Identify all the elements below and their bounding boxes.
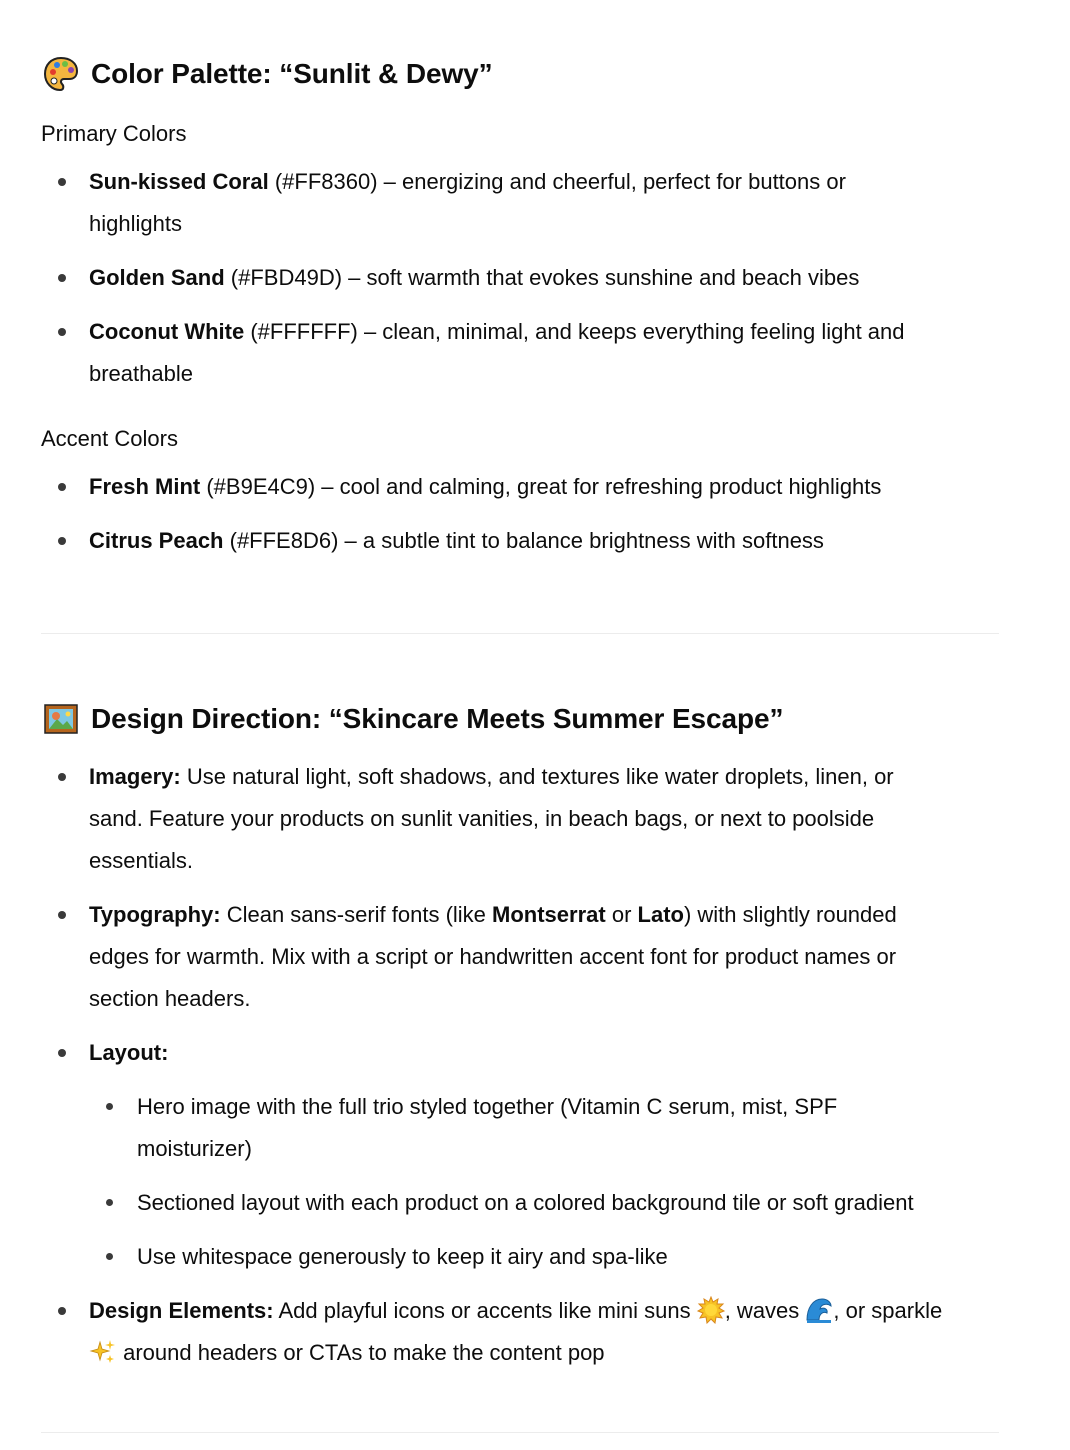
list-item-fresh-mint: [41, 466, 1001, 508]
accent-colors-list: [41, 466, 1001, 562]
color-description-cont: highlights: [89, 211, 182, 236]
sublist-item-whitespace: [89, 1236, 1001, 1278]
list-item-design-elements: [41, 1290, 1001, 1374]
color-description: – clean, minimal, and keeps everything feeling light and: [357, 319, 905, 344]
design-elements-text-mid-2: , or sparkle: [833, 1298, 943, 1323]
palette-title: Color Palette: “Sunlit & Dewy”: [91, 58, 493, 89]
design-title: Design Direction: “Skincare Meets Summer Escape”: [91, 703, 784, 734]
sun-icon: [697, 1296, 725, 1324]
sublist-text-line-2: moisturizer): [137, 1136, 252, 1161]
design-elements-text: Add playful icons or accents like mini suns: [273, 1298, 697, 1323]
primary-colors-list: [41, 161, 1001, 395]
list-item-coconut-white: [41, 311, 1001, 395]
typography-text: Clean sans-serif fonts (like: [220, 902, 493, 927]
list-item-imagery: [41, 756, 1001, 882]
sublist-item-sectioned-layout: [89, 1182, 1001, 1224]
list-item-golden-sand: [41, 257, 1001, 299]
color-palette-section: [41, 56, 1001, 562]
layout-sublist: [89, 1086, 1001, 1278]
color-name: Fresh Mint: [89, 474, 201, 499]
imagery-text-line-3: essentials.: [89, 848, 193, 873]
sparkles-icon: [89, 1338, 117, 1366]
section-divider-bottom: [41, 1432, 999, 1433]
design-elements-text-post: around headers or CTAs to make the content pop: [117, 1340, 605, 1365]
design-direction-section: [41, 701, 1001, 1374]
sublist-text: Hero image with the full trio styled together (Vitamin C serum, mist, SPF: [137, 1094, 838, 1119]
color-description: – energizing and cheerful, perfect for buttons or: [377, 169, 846, 194]
color-name: Coconut White: [89, 319, 245, 344]
imagery-label: Imagery:: [89, 764, 181, 789]
wave-icon: [805, 1296, 833, 1324]
typography-text-line-3: section headers.: [89, 986, 251, 1011]
typography-text-line-2: edges for warmth. Mix with a script or handwritten accent font for product names or: [89, 944, 897, 969]
typography-text-post: ) with slightly rounded: [683, 902, 897, 927]
sublist-text: Use whitespace generously to keep it airy and spa-like: [137, 1244, 668, 1269]
list-item-typography: [41, 894, 1001, 1020]
sublist-text: Sectioned layout with each product on a colored background tile or soft gradient: [137, 1190, 914, 1215]
color-hex: (#FFE8D6): [223, 528, 339, 553]
color-hex: (#B9E4C9): [200, 474, 316, 499]
color-description: – cool and calming, great for refreshing product highlights: [315, 474, 882, 499]
color-hex: (#FF8360): [268, 169, 378, 194]
color-description-cont: breathable: [89, 361, 193, 386]
layout-label: Layout:: [89, 1040, 169, 1065]
color-description: – soft warmth that evokes sunshine and beach vibes: [342, 265, 860, 290]
typography-label: Typography:: [89, 902, 221, 927]
list-item-citrus-peach: [41, 520, 1001, 562]
color-hex: (#FFFFFF): [244, 319, 358, 344]
color-name: Sun-kissed Coral: [89, 169, 269, 194]
imagery-text-line-2: sand. Feature your products on sunlit vanities, in beach bags, or next to poolside: [89, 806, 875, 831]
design-elements-label: Design Elements:: [89, 1298, 274, 1323]
palette-icon: [43, 56, 79, 92]
typography-text-mid: or: [605, 902, 638, 927]
font-lato: Lato: [637, 902, 684, 927]
section-divider: [41, 633, 999, 634]
sublist-item-hero-image: [89, 1086, 1001, 1170]
accent-colors-heading: Accent Colors: [41, 426, 178, 451]
color-name: Golden Sand: [89, 265, 225, 290]
framed-picture-icon: [43, 701, 79, 737]
font-montserrat: Montserrat: [492, 902, 606, 927]
color-hex: (#FBD49D): [224, 265, 343, 290]
color-name: Citrus Peach: [89, 528, 224, 553]
primary-colors-heading: Primary Colors: [41, 121, 187, 146]
color-description: – a subtle tint to balance brightness with softness: [338, 528, 824, 553]
list-item-sun-kissed-coral: [41, 161, 1001, 245]
design-direction-list: [41, 756, 1001, 1374]
design-elements-text-mid-1: , waves: [724, 1298, 806, 1323]
imagery-text: Use natural light, soft shadows, and textures like water droplets, linen, or: [180, 764, 894, 789]
design-heading: [41, 701, 1001, 737]
palette-heading: [41, 56, 1001, 92]
list-item-layout: [41, 1032, 1001, 1278]
